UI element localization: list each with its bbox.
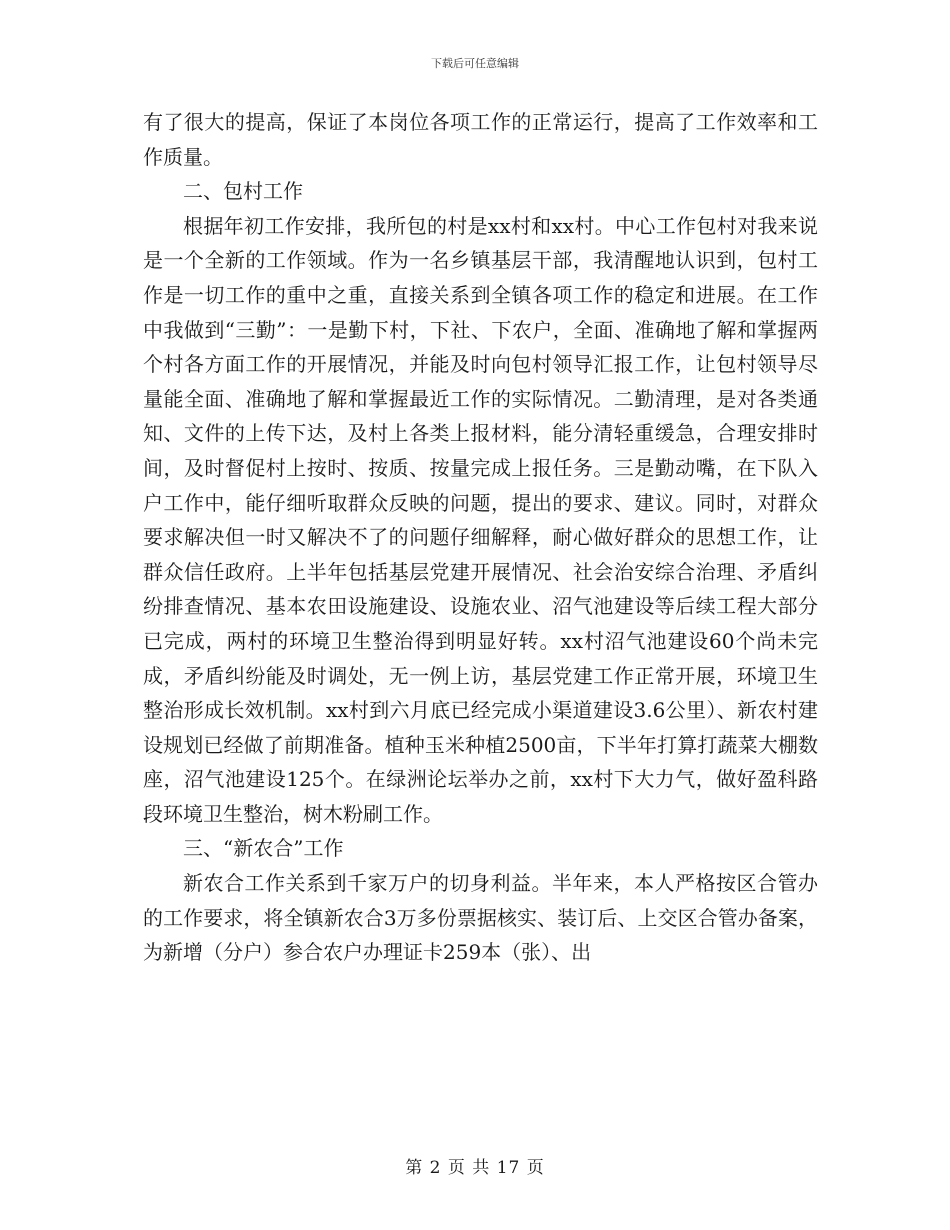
document-body [143,105,818,970]
page-number: 第 2 页 共 17 页 [405,1158,545,1178]
paragraph-village-work: 根据年初工作安排，我所包的村是xx村和xx村。中心工作包村对我来说是一个全新的工作领域。作为一名乡镇基层干部，我清醒地认识到，包村工作是一切工作的重中之重，直接关系到全镇各项工作的稳定和进展。在工作中我做到“三勤”：一是勤下村，下社、下农户，全面、准确地了解和掌握两个村各方面工作的开展情况，并能及时向包村领导汇报工作，让包村领导尽量能全面、准确地了解和掌握最近工作的实际情况。二勤清理，是对各类通知、文件的上传下达，及村上各类上报材料，能分清轻重缓急，合理安排时间，及时督促村上按时、按质、按量完成上报任务。三是勤动嘴，在下队入户工作中，能仔细听取群众反映的问题，提出的要求、建议。同时，对群众要求解决但一时又解决不了的问题仔细解释，耐心做好群众的思想工作，让群众信任政府。上半年包括基层党建开展情况、社会治安综合治理、矛盾纠纷排查情况、基本农田设施建设、设施农业、沼气池建设等后续工程大部分已完成，两村的环境卫生整治得到明显好转。xx村沼气池建设60个尚未完成，矛盾纠纷能及时调处，无一例上访，基层党建工作正常开展，环境卫生整治形成长效机制。xx村到六月底已经完成小渠道建设3.6公里）、新农村建设规划已经做了前期准备。植种玉米种植2500亩，下半年打算打蔬菜大棚数座，沼气池建设125个。在绿洲论坛举办之前，xx村下大力气，做好盈科路段环境卫生整治，树木粉刷工作。 [143,213,818,826]
section-heading-rural-cooperative: 三、“新农合”工作 [183,836,344,861]
section-heading-village: 二、包村工作 [183,179,303,204]
paragraph-continuation: 有了很大的提高，保证了本岗位各项工作的正常运行，提高了工作效率和工作质量。 [143,110,818,169]
header-note: 下载后可任意编辑 [431,57,519,70]
paragraph-rural-cooperative: 新农合工作关系到千家万户的切身利益。半年来，本人严格按区合管办的工作要求，将全镇新农合3万多份票据核实、装订后、上交区合管办备案，为新增（分户）参合农户办理证卡259本（张）、出 [143,871,818,965]
